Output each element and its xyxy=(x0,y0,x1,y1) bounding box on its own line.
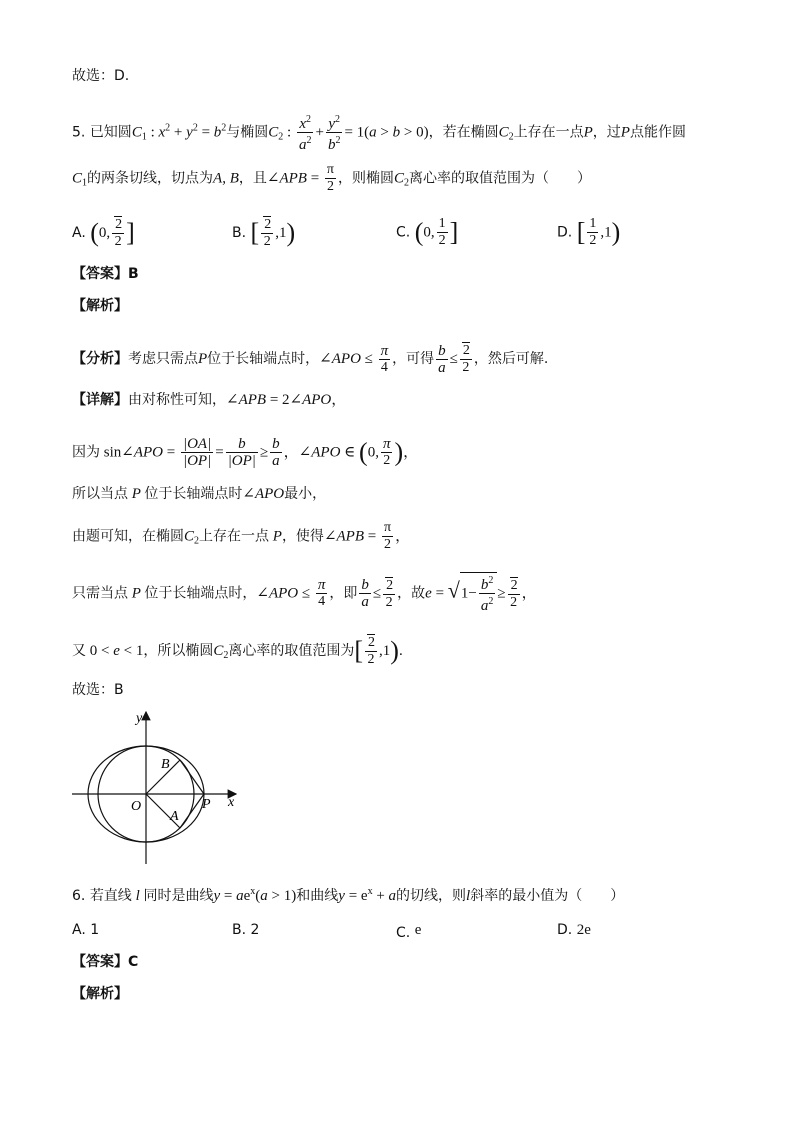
q5-xiangjie-1: 【详解】由对称性可知，∠APB = 2∠APO， xyxy=(72,392,347,408)
label-a: A xyxy=(170,809,179,824)
q6-option-a[interactable]: A. 1 xyxy=(72,922,100,938)
label-p: P xyxy=(202,797,211,812)
prev-choice: 故选：D. xyxy=(72,68,130,84)
q5-fenxi: 【分析】考虑只需点P位于长轴端点时，∠APO ≤ $\frac{\pi}{4}$ ，可得 $\frac{b}{a}$ ≤ $\frac{2}{2}$ ，然后可解. xyxy=(72,342,549,376)
q5-option-b[interactable]: B. [ $\frac{2}{2}$ ,1) xyxy=(232,217,296,249)
q5-option-d[interactable]: D. [ $\frac{1}{2}$ ,1) xyxy=(557,216,621,248)
q5-choice: 故选：B xyxy=(72,682,124,698)
q5-analysis-label: 【解析】 xyxy=(72,298,128,314)
q6-option-b[interactable]: B. 2 xyxy=(232,922,260,938)
q5-xiangjie-2: 因为 sin∠APO = $\frac{|OA|}{|OP|}$ = $\frac{b}{|OP|}$ ≥ $\frac{b}{a}$ ，∠APO ∈ (0, $\frac{\pi}{2}$ )， xyxy=(72,436,419,469)
q5-answer: 【答案】B xyxy=(72,266,139,282)
q5-xiangjie-5: 只需当点 P 位于长轴端点时，∠APO ≤ $\frac{\pi}{4}$ ，即 $\frac{b}{a}$ ≤ $\frac{2}{2}$ ，故e = √1− $\frac{b^2}{a^2}$ ≥ $\frac{2}{2}$ ， xyxy=(72,572,537,614)
geometry-figure xyxy=(70,706,250,866)
q5-stem-line1: 5. 已知圆$C_1$ : $x^2 + y^2 = b^2$与椭圆$C_2$ : $\frac{x^2}{a^2}$ + $\frac{y^2}{b^2}$ = 1(a > b > 0)，若在椭圆$C_2$上存在一点P，过P点能作圆 xyxy=(72,114,686,153)
label-o: O xyxy=(131,799,142,814)
q5-xiangjie-4: 由题可知，在椭圆$C_2$上存在一点 P，使得∠APB = $\frac{\pi}{2}$ ， xyxy=(72,520,411,552)
q5-option-a[interactable]: A. (0, $\frac{2}{2}$ ] xyxy=(72,217,135,249)
q6-stem: 6. 若直线 l 同时是曲线$y = ae^x(a > 1)$和曲线$y = e^x + a$的切线，则l斜率的最小值为（ ） xyxy=(72,886,625,904)
q6-number: 6. xyxy=(72,888,86,904)
q6-option-d[interactable]: D. 2e xyxy=(557,922,591,938)
label-x: x xyxy=(228,795,235,810)
q6-answer: 【答案】C xyxy=(72,954,139,970)
q6-analysis-label: 【解析】 xyxy=(72,986,128,1002)
q5-xiangjie-3: 所以当点 P 位于长轴端点时∠APO最小， xyxy=(72,486,327,502)
q5-stem-line2: $C_1$的两条切线，切点为A, B，且∠APB = $\frac{\pi}{2}$ ，则椭圆$C_2$离心率的取值范围为（ ） xyxy=(72,162,591,194)
label-b: B xyxy=(161,757,170,772)
label-y: y xyxy=(136,711,143,726)
q5-xiangjie-6: 又 0 < e < 1，所以椭圆$C_2$离心率的取值范围为[ $\frac{2}{2}$ ,1). xyxy=(72,635,403,667)
q5-option-c[interactable]: C. (0, $\frac{1}{2}$ ] xyxy=(396,216,459,248)
q6-option-c[interactable]: C. e xyxy=(396,922,422,941)
q5-number: 5. xyxy=(72,124,86,141)
